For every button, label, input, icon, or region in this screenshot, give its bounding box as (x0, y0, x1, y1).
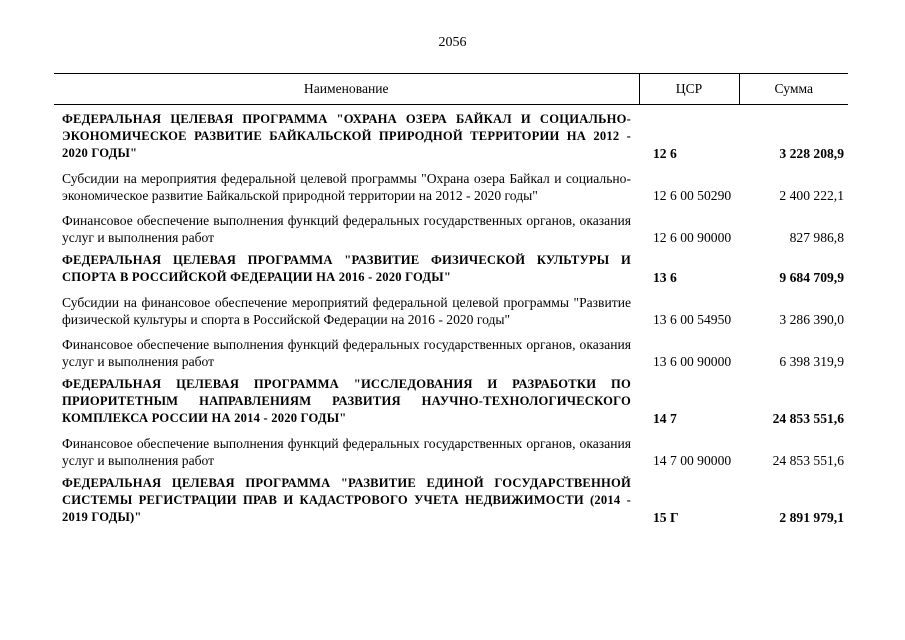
row-sum: 3 228 208,9 (779, 146, 844, 161)
row-csr: 13 6 00 54950 (653, 312, 732, 327)
row-name: Финансовое обеспечение выполнения функций федеральных государственных органов, оказания услуг и выполнения работ (62, 213, 631, 245)
row-sum: 827 986,8 (789, 230, 844, 245)
row-csr: 13 6 00 90000 (653, 354, 732, 369)
table-row (54, 469, 848, 526)
table-row (54, 162, 848, 204)
table-row (54, 204, 848, 246)
row-name: Финансовое обеспечение выполнения функций федеральных государственных органов, оказания услуг и выполнения работ (62, 436, 631, 468)
row-name: ФЕДЕРАЛЬНАЯ ЦЕЛЕВАЯ ПРОГРАММА "ИССЛЕДОВАНИЯ И РАЗРАБОТКИ ПО ПРИОРИТЕТНЫМ НАПРАВЛЕНИЯМ РАЗВИТИЯ НАУЧНО-ТЕХНОЛОГИЧЕСКОГО КОМПЛЕКСА РОССИИ НА 2014 - 2020 ГОДЫ" (62, 377, 631, 425)
row-name: Финансовое обеспечение выполнения функций федеральных государственных органов, оказания услуг и выполнения работ (62, 337, 631, 369)
row-csr: 12 6 00 90000 (653, 230, 732, 245)
row-sum: 2 400 222,1 (779, 188, 844, 203)
budget-table (54, 73, 848, 526)
row-sum: 3 286 390,0 (779, 312, 844, 327)
table-row (54, 246, 848, 286)
row-csr: 12 6 00 50290 (653, 188, 732, 203)
table-header-row (54, 74, 848, 105)
row-csr: 13 6 (653, 270, 677, 285)
row-csr: 12 6 (653, 146, 677, 161)
page-number: 2056 (438, 35, 467, 50)
table-row (54, 370, 848, 427)
row-sum: 2 891 979,1 (779, 510, 844, 525)
row-csr: 15 Г (653, 510, 679, 525)
table-row (54, 105, 848, 163)
header-sum: Сумма (739, 74, 848, 105)
table-row (54, 328, 848, 370)
table-row (54, 427, 848, 469)
row-sum: 9 684 709,9 (779, 270, 844, 285)
row-name: ФЕДЕРАЛЬНАЯ ЦЕЛЕВАЯ ПРОГРАММА "РАЗВИТИЕ ЕДИНОЙ ГОСУДАРСТВЕННОЙ СИСТЕМЫ РЕГИСТРАЦИИ ПРАВ И КАДАСТРОВОГО УЧЕТА НЕДВИЖИМОСТИ (2014 - 2019 ГОДЫ)" (62, 476, 631, 524)
row-sum: 6 398 319,9 (779, 354, 844, 369)
row-sum: 24 853 551,6 (772, 453, 844, 468)
row-name: Субсидии на мероприятия федеральной целевой программы "Охрана озера Байкал и социально-экономическое развитие Байкальской природной территории на 2012 - 2020 годы" (62, 171, 631, 203)
header-csr: ЦСР (639, 74, 739, 105)
row-name: ФЕДЕРАЛЬНАЯ ЦЕЛЕВАЯ ПРОГРАММА "ОХРАНА ОЗЕРА БАЙКАЛ И СОЦИАЛЬНО-ЭКОНОМИЧЕСКОЕ РАЗВИТИЕ БАЙКАЛЬСКОЙ ПРИРОДНОЙ ТЕРРИТОРИИ НА 2012 - 2020 ГОДЫ" (62, 112, 631, 160)
row-sum: 24 853 551,6 (772, 411, 844, 426)
row-csr: 14 7 00 90000 (653, 453, 732, 468)
row-csr: 14 7 (653, 411, 677, 426)
row-name: Субсидии на финансовое обеспечение мероприятий федеральной целевой программы "Развитие физической культуры и спорта в Российской Федерации на 2016 - 2020 годы" (62, 295, 631, 327)
table-row (54, 286, 848, 328)
row-name: ФЕДЕРАЛЬНАЯ ЦЕЛЕВАЯ ПРОГРАММА "РАЗВИТИЕ ФИЗИЧЕСКОЙ КУЛЬТУРЫ И СПОРТА В РОССИЙСКОЙ ФЕДЕРАЦИИ НА 2016 - 2020 ГОДЫ" (62, 253, 631, 284)
header-name: Наименование (54, 74, 639, 105)
